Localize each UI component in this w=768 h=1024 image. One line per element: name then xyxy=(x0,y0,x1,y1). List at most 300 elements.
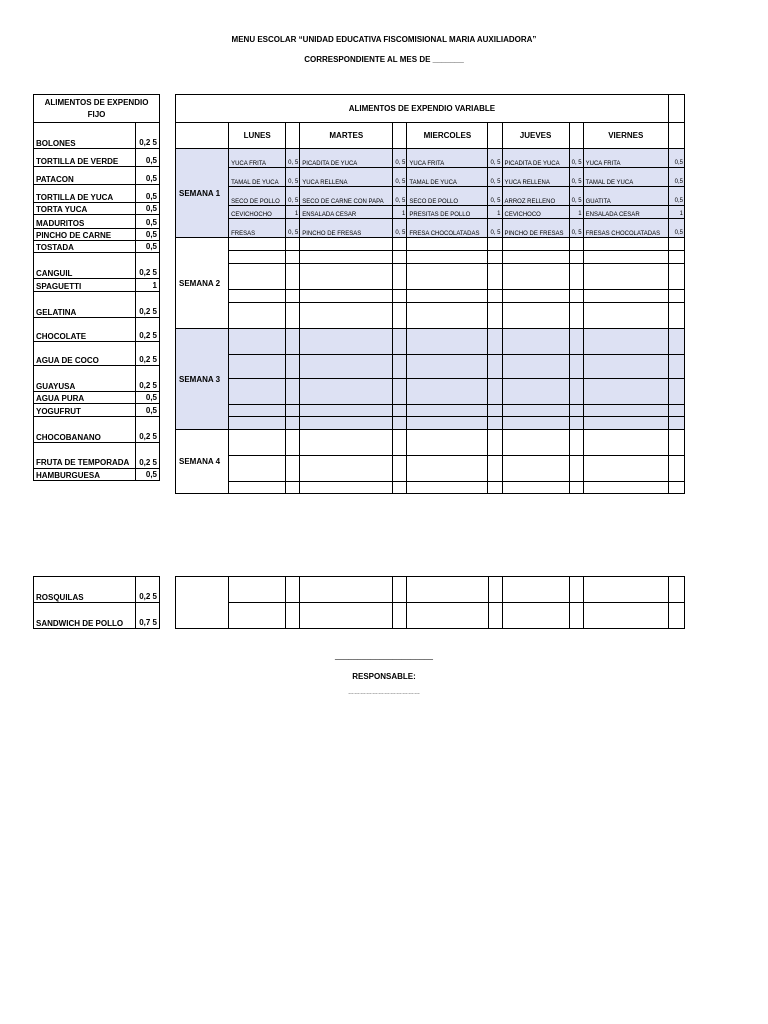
empty-cell xyxy=(229,303,286,329)
fixed-table-heading: ALIMENTOS DE EXPENDIO FIJO xyxy=(34,95,160,123)
menu-item-jueves: ARROZ RELLENO xyxy=(502,187,569,206)
empty-cell xyxy=(569,290,583,303)
table-row xyxy=(176,264,685,290)
menu-price-lunes: 0, 5 xyxy=(286,149,300,168)
menu-price-miercoles: 0, 5 xyxy=(488,219,502,238)
food-name: PINCHO DE CARNE xyxy=(34,229,136,241)
empty-cell xyxy=(569,251,583,264)
day-header-viernes: VIERNES xyxy=(583,123,668,149)
menu-price-martes: 0, 5 xyxy=(393,149,407,168)
table-row xyxy=(34,404,160,417)
empty-cell xyxy=(569,379,583,405)
table-row xyxy=(34,279,160,292)
empty-cell xyxy=(502,251,569,264)
empty-cell xyxy=(668,264,684,290)
empty-cell xyxy=(569,238,583,251)
empty-cell xyxy=(583,251,668,264)
empty-cell xyxy=(229,482,286,494)
food-price: 1 xyxy=(136,279,160,292)
empty-cell xyxy=(583,264,668,290)
food-price: 0,2 5 xyxy=(136,443,160,469)
empty-cell xyxy=(488,430,502,456)
empty-cell xyxy=(569,303,583,329)
food-price: 0,2 5 xyxy=(136,292,160,318)
table-row xyxy=(176,187,685,206)
empty-cell xyxy=(393,430,407,456)
food-price: 0,5 xyxy=(136,203,160,215)
food-name: SPAGUETTI xyxy=(34,279,136,292)
table-row xyxy=(34,167,160,185)
empty-cell xyxy=(300,417,393,430)
responsible-label: RESPONSABLE: xyxy=(352,672,416,681)
empty-cell xyxy=(583,456,668,482)
empty-cell xyxy=(668,303,684,329)
menu-price-jueves: 0, 5 xyxy=(569,149,583,168)
menu-item-jueves: PICADITA DE YUCA xyxy=(502,149,569,168)
table-row xyxy=(176,251,685,264)
table-row xyxy=(34,241,160,253)
empty-cell xyxy=(286,238,300,251)
blank-cell xyxy=(286,123,300,149)
empty-cell xyxy=(229,456,286,482)
table-row xyxy=(34,366,160,392)
empty-cell xyxy=(668,405,684,417)
empty-cell xyxy=(502,290,569,303)
empty-cell xyxy=(668,577,684,603)
menu-item-martes: PINCHO DE FRESAS xyxy=(300,219,393,238)
food-name: TORTA YUCA xyxy=(34,203,136,215)
empty-cell xyxy=(668,417,684,430)
week-label: SEMANA 2 xyxy=(176,238,229,329)
empty-cell xyxy=(569,355,583,379)
empty-cell xyxy=(583,430,668,456)
menu-item-viernes: TAMAL DE YUCA xyxy=(583,168,668,187)
table-row xyxy=(176,379,685,405)
menu-price-viernes: 1 xyxy=(668,206,684,219)
empty-cell xyxy=(300,264,393,290)
extra-food-table xyxy=(33,576,160,629)
food-price: 0,2 5 xyxy=(136,577,160,603)
empty-cell xyxy=(488,482,502,494)
empty-cell xyxy=(583,603,668,629)
empty-cell xyxy=(488,329,502,355)
food-price: 0,5 xyxy=(136,167,160,185)
table-row xyxy=(34,229,160,241)
table-row xyxy=(34,253,160,279)
blank-cell xyxy=(488,123,502,149)
signature-line: ______________________ xyxy=(335,651,433,660)
empty-cell xyxy=(668,456,684,482)
empty-cell xyxy=(488,251,502,264)
menu-item-martes: PICADITA DE YUCA xyxy=(300,149,393,168)
menu-price-miercoles: 1 xyxy=(488,206,502,219)
food-name: FRUTA DE TEMPORADA xyxy=(34,443,136,469)
blank-cell xyxy=(393,123,407,149)
menu-price-miercoles: 0, 5 xyxy=(488,149,502,168)
table-row xyxy=(176,603,685,629)
table-row xyxy=(34,603,160,629)
empty-cell xyxy=(393,329,407,355)
menu-price-lunes: 1 xyxy=(286,206,300,219)
menu-item-lunes: TAMAL DE YUCA xyxy=(229,168,286,187)
empty-cell xyxy=(229,290,286,303)
empty-cell xyxy=(393,603,407,629)
week-label: SEMANA 4 xyxy=(176,430,229,494)
empty-cell xyxy=(393,251,407,264)
blank-cell xyxy=(668,123,684,149)
food-price: 0,5 xyxy=(136,215,160,229)
empty-cell xyxy=(488,303,502,329)
fixed-food-table xyxy=(33,94,160,481)
empty-cell xyxy=(286,303,300,329)
table-row xyxy=(176,238,685,251)
empty-cell xyxy=(502,379,569,405)
empty-cell xyxy=(286,264,300,290)
menu-price-lunes: 0, 5 xyxy=(286,168,300,187)
empty-cell xyxy=(488,456,502,482)
empty-cell xyxy=(176,577,229,629)
table-row xyxy=(176,577,685,603)
extra-variable-table xyxy=(175,576,685,629)
empty-cell xyxy=(229,251,286,264)
menu-price-martes: 0, 5 xyxy=(393,219,407,238)
empty-cell xyxy=(300,238,393,251)
empty-cell xyxy=(569,329,583,355)
empty-cell xyxy=(488,603,502,629)
table-row xyxy=(34,577,160,603)
empty-cell xyxy=(569,430,583,456)
menu-price-lunes: 0, 5 xyxy=(286,219,300,238)
week-label: SEMANA 1 xyxy=(176,149,229,238)
food-name: GUAYUSA xyxy=(34,366,136,392)
food-price: 0,5 xyxy=(136,241,160,253)
menu-price-martes: 1 xyxy=(393,206,407,219)
food-name: MADURITOS xyxy=(34,215,136,229)
empty-cell xyxy=(407,456,488,482)
empty-cell xyxy=(569,603,583,629)
blank-cell xyxy=(569,123,583,149)
empty-cell xyxy=(393,417,407,430)
table-row xyxy=(176,417,685,430)
empty-cell xyxy=(286,430,300,456)
empty-cell xyxy=(569,482,583,494)
empty-cell xyxy=(393,303,407,329)
empty-cell xyxy=(286,482,300,494)
food-name: CHOCOBANANO xyxy=(34,417,136,443)
table-row xyxy=(176,329,685,355)
empty-cell xyxy=(407,577,488,603)
empty-cell xyxy=(583,482,668,494)
empty-cell xyxy=(300,405,393,417)
empty-cell xyxy=(286,251,300,264)
table-row xyxy=(34,123,160,149)
variable-food-table xyxy=(175,94,685,494)
empty-cell xyxy=(502,577,569,603)
day-header-miercoles: MIERCOLES xyxy=(407,123,488,149)
menu-price-jueves: 0, 5 xyxy=(569,187,583,206)
table-row xyxy=(176,405,685,417)
empty-cell xyxy=(393,379,407,405)
menu-price-lunes: 0, 5 xyxy=(286,187,300,206)
table-row xyxy=(176,303,685,329)
table-row xyxy=(34,443,160,469)
empty-cell xyxy=(569,456,583,482)
empty-cell xyxy=(229,379,286,405)
food-name: TORTILLA DE VERDE xyxy=(34,149,136,167)
empty-cell xyxy=(393,238,407,251)
empty-cell xyxy=(407,430,488,456)
empty-cell xyxy=(286,577,300,603)
empty-cell xyxy=(668,251,684,264)
food-price: 0,2 5 xyxy=(136,253,160,279)
empty-cell xyxy=(407,251,488,264)
food-name: BOLONES xyxy=(34,123,136,149)
empty-cell xyxy=(300,456,393,482)
document-subtitle: CORRESPONDIENTE AL MES DE _______ xyxy=(304,55,464,64)
menu-item-viernes: YUCA FRITA xyxy=(583,149,668,168)
food-name: TOSTADA xyxy=(34,241,136,253)
empty-cell xyxy=(407,264,488,290)
empty-cell xyxy=(583,355,668,379)
empty-cell xyxy=(407,405,488,417)
day-header-martes: MARTES xyxy=(300,123,393,149)
day-header-lunes: LUNES xyxy=(229,123,286,149)
menu-item-jueves: CEVICHOCO xyxy=(502,206,569,219)
menu-item-lunes: YUCA FRITA xyxy=(229,149,286,168)
empty-cell xyxy=(286,417,300,430)
food-name: ROSQUILAS xyxy=(34,577,136,603)
food-name: GELATINA xyxy=(34,292,136,318)
empty-cell xyxy=(488,264,502,290)
empty-cell xyxy=(286,603,300,629)
empty-cell xyxy=(229,238,286,251)
empty-cell xyxy=(502,417,569,430)
menu-item-miercoles: FRESA CHOCOLATADAS xyxy=(407,219,488,238)
menu-item-martes: ENSALADA CESAR xyxy=(300,206,393,219)
empty-cell xyxy=(502,303,569,329)
empty-cell xyxy=(668,290,684,303)
food-price: 0,7 5 xyxy=(136,603,160,629)
empty-cell xyxy=(583,405,668,417)
empty-cell xyxy=(229,355,286,379)
empty-cell xyxy=(286,355,300,379)
table-row xyxy=(176,206,685,219)
empty-cell xyxy=(488,405,502,417)
blank-cell xyxy=(668,95,684,123)
table-row xyxy=(176,430,685,456)
food-name: TORTILLA DE YUCA xyxy=(34,185,136,203)
empty-cell xyxy=(583,379,668,405)
food-price: 0,5 xyxy=(136,392,160,404)
empty-cell xyxy=(583,577,668,603)
menu-item-miercoles: YUCA FRITA xyxy=(407,149,488,168)
empty-cell xyxy=(393,482,407,494)
empty-cell xyxy=(502,405,569,417)
menu-item-miercoles: TAMAL DE YUCA xyxy=(407,168,488,187)
empty-cell xyxy=(393,290,407,303)
empty-cell xyxy=(229,405,286,417)
empty-cell xyxy=(488,290,502,303)
empty-cell xyxy=(502,430,569,456)
food-name: CANGUIL xyxy=(34,253,136,279)
food-price: 0,5 xyxy=(136,185,160,203)
empty-cell xyxy=(502,456,569,482)
menu-price-miercoles: 0, 5 xyxy=(488,187,502,206)
empty-cell xyxy=(488,417,502,430)
food-price: 0,5 xyxy=(136,149,160,167)
empty-cell xyxy=(393,264,407,290)
menu-item-viernes: ENSALADA CESAR xyxy=(583,206,668,219)
empty-cell xyxy=(286,405,300,417)
menu-price-jueves: 0, 5 xyxy=(569,168,583,187)
empty-cell xyxy=(502,603,569,629)
food-name: CHOCOLATE xyxy=(34,318,136,342)
food-price: 0,2 5 xyxy=(136,123,160,149)
empty-cell xyxy=(502,238,569,251)
table-row xyxy=(34,342,160,366)
empty-cell xyxy=(583,238,668,251)
empty-cell xyxy=(407,379,488,405)
table-row xyxy=(34,392,160,404)
empty-cell xyxy=(286,456,300,482)
day-header-jueves: JUEVES xyxy=(502,123,569,149)
empty-cell xyxy=(407,329,488,355)
menu-price-jueves: 1 xyxy=(569,206,583,219)
empty-cell xyxy=(583,417,668,430)
empty-cell xyxy=(502,482,569,494)
food-name: YOGUFRUT xyxy=(34,404,136,417)
empty-cell xyxy=(300,251,393,264)
empty-cell xyxy=(502,329,569,355)
empty-cell xyxy=(569,264,583,290)
week-label: SEMANA 3 xyxy=(176,329,229,430)
empty-cell xyxy=(300,329,393,355)
menu-price-viernes: 0,5 xyxy=(668,187,684,206)
empty-cell xyxy=(407,482,488,494)
blank-cell xyxy=(176,123,229,149)
menu-price-jueves: 0, 5 xyxy=(569,219,583,238)
empty-cell xyxy=(229,329,286,355)
table-row xyxy=(176,168,685,187)
empty-cell xyxy=(407,290,488,303)
menu-price-martes: 0, 5 xyxy=(393,187,407,206)
menu-price-viernes: 0,5 xyxy=(668,168,684,187)
responsible-dots: ……………………………… xyxy=(348,690,420,696)
empty-cell xyxy=(407,238,488,251)
menu-item-lunes: SECO DE POLLO xyxy=(229,187,286,206)
menu-item-viernes: FRESAS CHOCOLATADAS xyxy=(583,219,668,238)
table-row xyxy=(176,290,685,303)
empty-cell xyxy=(300,603,393,629)
empty-cell xyxy=(668,430,684,456)
empty-cell xyxy=(407,417,488,430)
menu-item-miercoles: PRESITAS DE POLLO xyxy=(407,206,488,219)
empty-cell xyxy=(668,482,684,494)
menu-price-viernes: 0,5 xyxy=(668,219,684,238)
empty-cell xyxy=(393,456,407,482)
table-row xyxy=(34,149,160,167)
empty-cell xyxy=(488,355,502,379)
table-row xyxy=(34,215,160,229)
table-row xyxy=(34,417,160,443)
food-price: 0,5 xyxy=(136,469,160,481)
food-name: HAMBURGUESA xyxy=(34,469,136,481)
empty-cell xyxy=(229,264,286,290)
table-row xyxy=(176,456,685,482)
table-row xyxy=(176,219,685,238)
empty-cell xyxy=(300,379,393,405)
empty-cell xyxy=(300,355,393,379)
empty-cell xyxy=(502,264,569,290)
empty-cell xyxy=(286,290,300,303)
menu-item-miercoles: SECO DE POLLO xyxy=(407,187,488,206)
empty-cell xyxy=(407,303,488,329)
menu-price-miercoles: 0, 5 xyxy=(488,168,502,187)
empty-cell xyxy=(393,577,407,603)
empty-cell xyxy=(286,329,300,355)
empty-cell xyxy=(488,577,502,603)
food-name: PATACON xyxy=(34,167,136,185)
table-row xyxy=(176,355,685,379)
table-row xyxy=(176,482,685,494)
empty-cell xyxy=(488,238,502,251)
empty-cell xyxy=(488,379,502,405)
empty-cell xyxy=(229,430,286,456)
table-row xyxy=(34,292,160,318)
empty-cell xyxy=(300,577,393,603)
empty-cell xyxy=(286,379,300,405)
empty-cell xyxy=(300,290,393,303)
food-price: 0,2 5 xyxy=(136,318,160,342)
table-row xyxy=(34,318,160,342)
table-row xyxy=(176,149,685,168)
empty-cell xyxy=(668,355,684,379)
empty-cell xyxy=(229,603,286,629)
food-price: 0,2 5 xyxy=(136,417,160,443)
menu-item-lunes: CEVICHOCHO xyxy=(229,206,286,219)
menu-item-lunes: FRESAS xyxy=(229,219,286,238)
table-row xyxy=(34,203,160,215)
empty-cell xyxy=(300,430,393,456)
document-title: MENU ESCOLAR “UNIDAD EDUCATIVA FISCOMISIONAL MARIA AUXILIADORA” xyxy=(231,35,537,44)
empty-cell xyxy=(393,355,407,379)
empty-cell xyxy=(569,577,583,603)
menu-item-jueves: YUCA RELLENA xyxy=(502,168,569,187)
table-row xyxy=(34,469,160,481)
empty-cell xyxy=(668,329,684,355)
empty-cell xyxy=(229,417,286,430)
menu-price-martes: 0, 5 xyxy=(393,168,407,187)
empty-cell xyxy=(668,379,684,405)
empty-cell xyxy=(300,303,393,329)
empty-cell xyxy=(300,482,393,494)
menu-item-jueves: PINCHO DE FRESAS xyxy=(502,219,569,238)
menu-item-viernes: GUATITA xyxy=(583,187,668,206)
menu-item-martes: SECO DE CARNE CON PAPA xyxy=(300,187,393,206)
food-price: 0,5 xyxy=(136,404,160,417)
empty-cell xyxy=(569,417,583,430)
empty-cell xyxy=(407,603,488,629)
empty-cell xyxy=(502,355,569,379)
food-name: AGUA DE COCO xyxy=(34,342,136,366)
empty-cell xyxy=(583,290,668,303)
empty-cell xyxy=(583,303,668,329)
menu-item-martes: YUCA RELLENA xyxy=(300,168,393,187)
variable-table-heading: ALIMENTOS DE EXPENDIO VARIABLE xyxy=(176,95,669,123)
food-name: AGUA PURA xyxy=(34,392,136,404)
food-price: 0,5 xyxy=(136,229,160,241)
empty-cell xyxy=(569,405,583,417)
